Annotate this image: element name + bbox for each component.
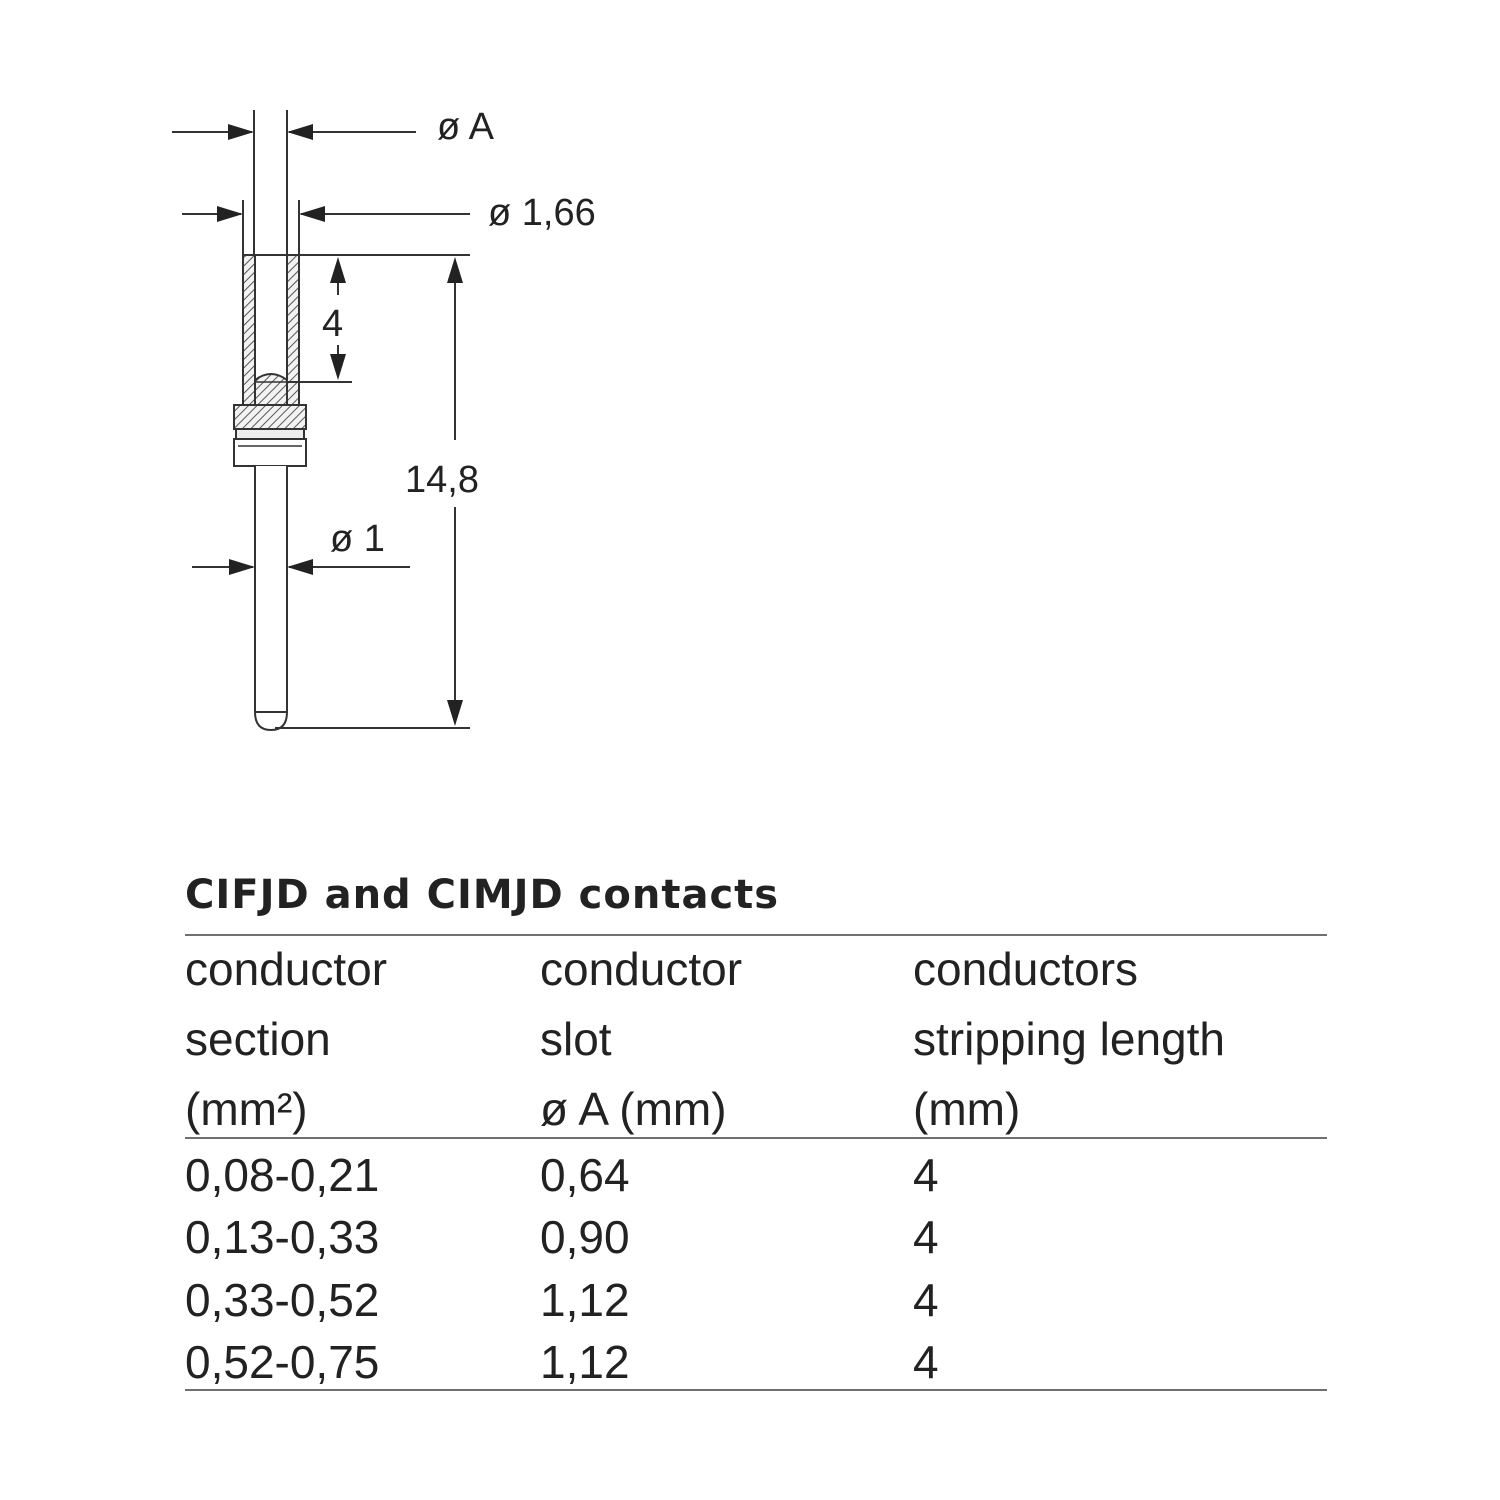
label-dia-166: ø 1,66 xyxy=(488,192,596,234)
cell-stripping: 4 xyxy=(913,1149,939,1201)
header-col3-line1: conductors xyxy=(913,943,1139,995)
label-dia-a: ø A xyxy=(437,106,495,148)
cell-section: 0,13-0,33 xyxy=(185,1211,380,1263)
cell-stripping: 4 xyxy=(913,1211,939,1263)
cell-section: 0,52-0,75 xyxy=(185,1336,380,1388)
label-depth-4: 4 xyxy=(322,303,344,345)
cell-slot: 0,90 xyxy=(540,1211,630,1263)
table-bottom-rule xyxy=(185,1389,1327,1391)
header-col3-line3: (mm) xyxy=(913,1083,1021,1135)
dimension-dia-1 xyxy=(192,518,410,575)
table-header-rule xyxy=(185,1137,1327,1139)
dimension-dia-a xyxy=(172,106,495,148)
header-col2-line1: conductor xyxy=(540,943,743,995)
dimension-depth-4 xyxy=(287,255,470,382)
collar xyxy=(234,405,306,466)
pin xyxy=(255,466,287,730)
header-col3-line2: stripping length xyxy=(913,1013,1225,1065)
cell-stripping: 4 xyxy=(913,1274,939,1326)
header-col1-line2: section xyxy=(185,1013,331,1065)
label-dia-1: ø 1 xyxy=(330,518,385,560)
dimension-dia-166 xyxy=(182,192,596,255)
dimension-length-148 xyxy=(275,257,479,728)
cell-slot: 1,12 xyxy=(540,1274,630,1326)
cell-stripping: 4 xyxy=(913,1336,939,1388)
header-col2-line3: ø A (mm) xyxy=(540,1083,727,1135)
cell-slot: 0,64 xyxy=(540,1149,630,1201)
wire xyxy=(254,110,287,255)
header-col1-line3: (mm²) xyxy=(185,1083,308,1135)
label-length-148: 14,8 xyxy=(405,459,479,501)
table-top-rule xyxy=(185,934,1327,936)
table-title: CIFJD and CIMJD contacts xyxy=(185,872,780,918)
header-col2-line2: slot xyxy=(540,1013,612,1065)
cell-section: 0,08-0,21 xyxy=(185,1149,380,1201)
header-col1-line1: conductor xyxy=(185,943,388,995)
cell-slot: 1,12 xyxy=(540,1336,630,1388)
cell-section: 0,33-0,52 xyxy=(185,1274,380,1326)
